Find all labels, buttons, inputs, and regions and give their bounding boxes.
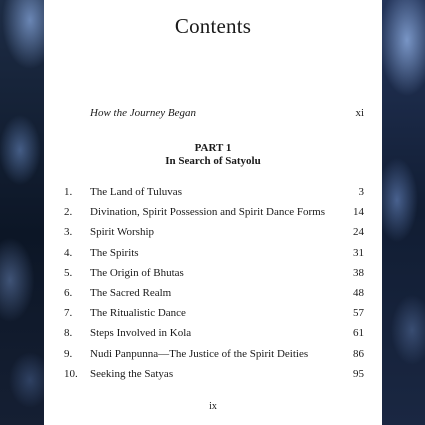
chapter-number: 7. <box>64 307 73 320</box>
chapter-row <box>64 348 364 368</box>
chapter-row <box>64 287 364 307</box>
page-title: Contents <box>174 14 252 38</box>
part-heading: PART 1 <box>194 142 232 154</box>
chapter-row <box>64 206 364 226</box>
chapter-title: The Sacred Realm <box>90 286 172 299</box>
chapter-title: Steps Involved in Kola <box>90 327 192 340</box>
chapter-number: 1. <box>64 186 73 198</box>
chapter-page-number: 14 <box>353 206 364 219</box>
chapter-row <box>64 368 364 388</box>
chapter-row <box>64 186 364 206</box>
chapter-title: Spirit Worship <box>90 226 155 239</box>
chapter-row <box>64 267 364 287</box>
chapter-row <box>64 327 364 347</box>
background-left-smoke <box>0 0 44 425</box>
chapter-page-number: 31 <box>353 246 364 259</box>
chapter-title: The Ritualistic Dance <box>90 307 186 320</box>
chapter-title: Nudi Panpunna—The Justice of the Spirit Deities <box>90 347 309 360</box>
chapter-row <box>64 307 364 327</box>
chapter-title: The Land of Tuluvas <box>90 186 182 198</box>
chapter-page-number: 61 <box>353 327 364 340</box>
chapter-title: The Origin of Bhutas <box>90 266 184 279</box>
part-subtitle: In Search of Satyolu <box>165 155 261 167</box>
chapter-row <box>64 226 364 246</box>
chapter-page-number: 38 <box>353 266 364 279</box>
intro-label: How the Journey Began <box>90 107 196 119</box>
background-right-smoke <box>382 0 425 425</box>
chapter-number: 5. <box>64 266 73 279</box>
intro-entry <box>90 107 364 119</box>
contents-page <box>44 0 382 425</box>
chapter-page-number: 86 <box>353 347 364 360</box>
chapter-page-number: 3 <box>358 186 364 198</box>
chapter-number: 9. <box>64 347 73 360</box>
chapter-number: 2. <box>64 206 73 219</box>
page-folio: ix <box>209 401 217 412</box>
chapter-title: Seeking the Satyas <box>90 367 174 380</box>
chapter-row <box>64 247 364 267</box>
chapter-list <box>64 186 364 388</box>
chapter-number: 10. <box>64 367 78 380</box>
chapter-page-number: 48 <box>353 286 364 299</box>
chapter-page-number: 95 <box>353 367 364 380</box>
intro-page-number: xi <box>355 107 364 119</box>
chapter-title: Divination, Spirit Possession and Spirit Dance Forms <box>90 206 325 219</box>
chapter-number: 6. <box>64 286 73 299</box>
chapter-number: 8. <box>64 327 73 340</box>
chapter-number: 3. <box>64 226 73 239</box>
chapter-page-number: 57 <box>353 307 364 320</box>
chapter-page-number: 24 <box>353 226 364 239</box>
chapter-number: 4. <box>64 246 73 259</box>
chapter-title: The Spirits <box>90 246 139 259</box>
